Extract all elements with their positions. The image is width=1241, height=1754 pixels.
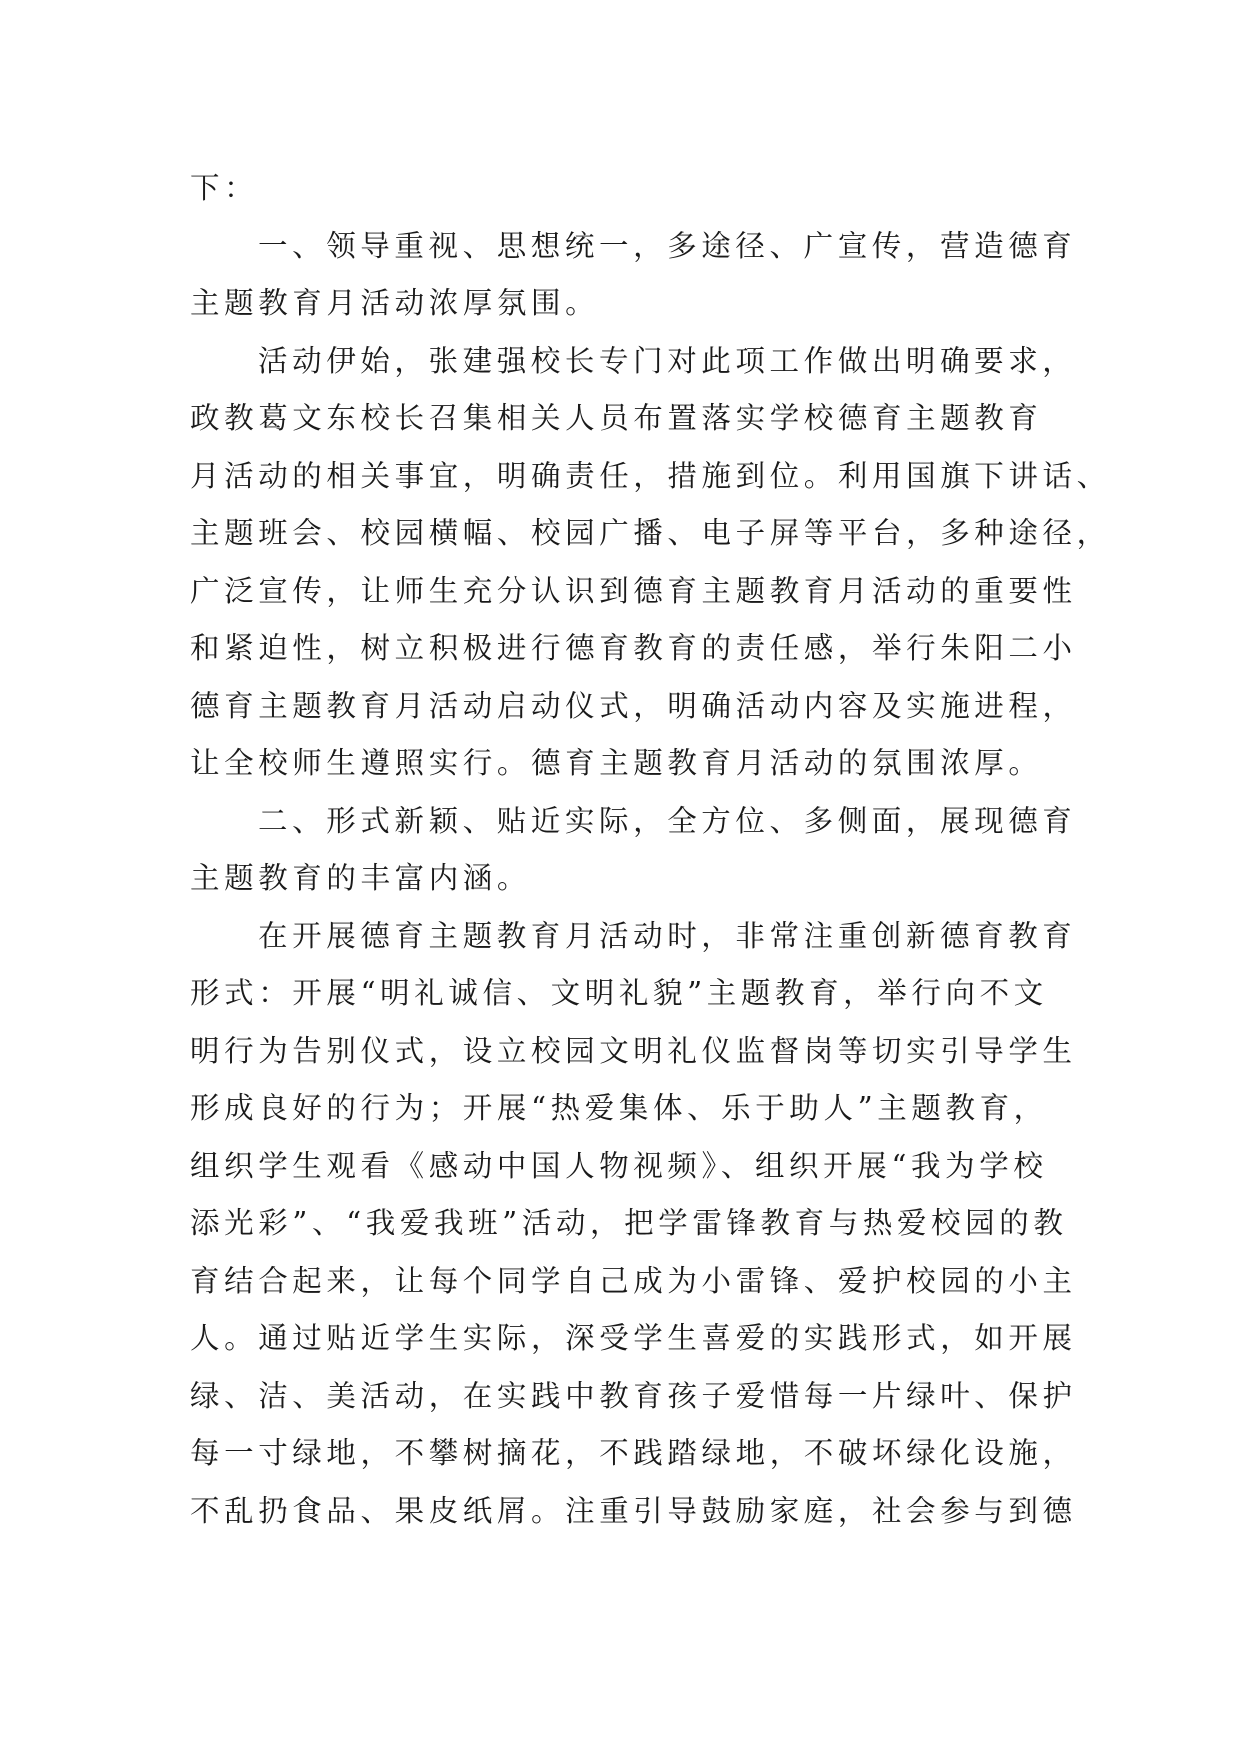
text-line: 形式：开展“明礼诚信、文明礼貌”主题教育，举行向不文 bbox=[190, 976, 1048, 1010]
text-line: 主题班会、校园横幅、校园广播、电子屏等平台，多种途径， bbox=[190, 516, 1111, 550]
text-line: 和紧迫性，树立积极进行德育教育的责任感，举行朱阳二小 bbox=[190, 631, 1077, 665]
section-heading-line: 主题教育月活动浓厚氛围。 bbox=[190, 286, 600, 320]
text-line: 德育主题教育月活动启动仪式，明确活动内容及实施进程， bbox=[190, 688, 1077, 723]
section-heading-line: 一、领导重视、思想统一，多途径、广宣传，营造德育 bbox=[258, 228, 1077, 263]
text-line: 政教葛文东校长召集相关人员布置落实学校德育主题教育 bbox=[190, 401, 1043, 435]
text-line: 形成良好的行为；开展“热爱集体、乐于助人”主题教育， bbox=[190, 1091, 1048, 1125]
text-line: 月活动的相关事宜，明确责任，措施到位。利用国旗下讲话、 bbox=[190, 458, 1111, 493]
section-heading-line: 二、形式新颖、贴近实际，全方位、多侧面，展现德育 bbox=[258, 803, 1077, 838]
section-heading-line: 主题教育的丰富内涵。 bbox=[190, 861, 532, 895]
text-line: 组织学生观看《感动中国人物视频》、组织开展“我为学校 bbox=[190, 1148, 1048, 1183]
text-line: 不乱扔食品、果皮纸屑。注重引导鼓励家庭，社会参与到德 bbox=[190, 1493, 1077, 1528]
text-line: 下： bbox=[190, 171, 259, 205]
text-line: 人。通过贴近学生实际，深受学生喜爱的实践形式，如开展 bbox=[190, 1321, 1077, 1355]
text-line: 在开展德育主题教育月活动时，非常注重创新德育教育 bbox=[258, 918, 1077, 953]
text-line: 让全校师生遵照实行。德育主题教育月活动的氛围浓厚。 bbox=[190, 746, 1043, 780]
text-line: 每一寸绿地，不攀树摘花，不践踏绿地，不破坏绿化设施， bbox=[190, 1436, 1077, 1470]
text-line: 添光彩”、“我爱我班”活动，把学雷锋教育与热爱校园的教 bbox=[190, 1206, 1068, 1240]
text-line: 育结合起来，让每个同学自己成为小雷锋、爱护校园的小主 bbox=[190, 1263, 1077, 1298]
text-line: 广泛宣传，让师生充分认识到德育主题教育月活动的重要性 bbox=[190, 573, 1077, 608]
text-line: 活动伊始，张建强校长专门对此项工作做出明确要求， bbox=[258, 343, 1077, 378]
document-body bbox=[190, 160, 1111, 1540]
text-line: 绿、洁、美活动，在实践中教育孩子爱惜每一片绿叶、保护 bbox=[190, 1378, 1077, 1413]
text-line: 明行为告别仪式，设立校园文明礼仪监督岗等切实引导学生 bbox=[190, 1033, 1077, 1068]
